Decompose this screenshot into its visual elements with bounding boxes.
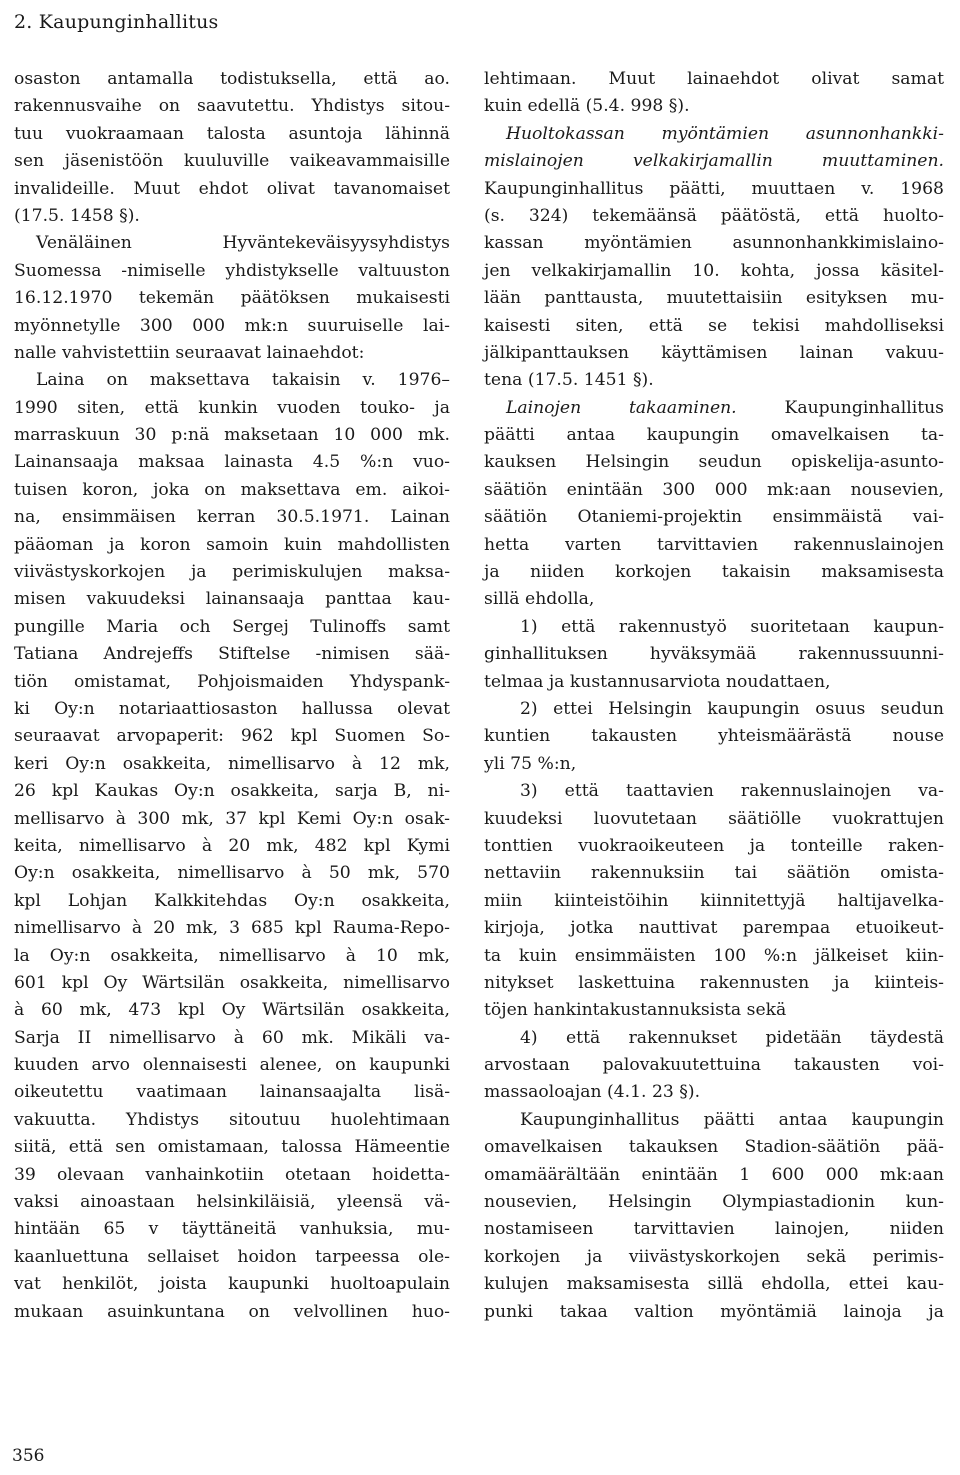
- text-line: säätiön Otaniemi-projektin ensimmäistä vai-: [484, 507, 944, 528]
- text-line: omavelkaisen takauksen Stadion-säätiön pää-: [484, 1137, 944, 1158]
- text-line: mellisarvo à 300 mk, 37 kpl Kemi Oy:n osak-: [14, 808, 450, 829]
- text-line: à 60 mk, 473 kpl Oy Wärtsilän osakkeita,: [14, 1000, 450, 1021]
- text-line: ginhallituksen hyväksymää rakennussuunni-: [484, 644, 944, 665]
- page-number: 356: [12, 1446, 45, 1466]
- text-line: 601 kpl Oy Wärtsilän osakkeita, nimellisarvo: [14, 972, 450, 993]
- left-text-column: [14, 66, 450, 1326]
- text-line: telmaa ja kustannusarviota noudattaen,: [484, 671, 831, 692]
- text-line: jen velkakirjamallin 10. kohta, jossa käsitel-: [484, 260, 944, 281]
- text-line: kuudeksi luovutetaan säätiölle vuokrattujen: [484, 808, 944, 829]
- text-line: mislainojen velkakirjamallin muuttaminen.: [484, 151, 944, 172]
- text-line: Kaupunginhallitus päätti, muuttaen v. 1968: [484, 178, 944, 199]
- text-line: kassan myöntämien asunnonhankkimislaino-: [484, 233, 944, 254]
- text-line: kuntien takausten yhteismäärästä nouse: [484, 726, 944, 747]
- text-line: kpl Lohjan Kalkkitehdas Oy:n osakkeita,: [14, 890, 450, 911]
- text-line: siitä, että sen omistamaan, talossa Hämeentie: [14, 1137, 450, 1158]
- text-line: hetta varten tarvittavien rakennuslainojen: [484, 534, 944, 555]
- text-line: Oy:n osakkeita, nimellisarvo à 50 mk, 570: [14, 863, 450, 884]
- text-line: lehtimaan. Muut lainaehdot olivat samat: [484, 69, 944, 89]
- text-line: 4) että rakennukset pidetään täydestä: [520, 1027, 944, 1048]
- text-line: jälkipanttauksen käyttämisen lainan vakuu-: [484, 342, 944, 363]
- running-head: 2. Kaupunginhallitus: [14, 11, 219, 33]
- text-line: töjen hankintakustannuksista sekä: [484, 1000, 787, 1021]
- text-line: vaksi ainoastaan helsinkiläisiä, yleensä vä-: [14, 1192, 450, 1213]
- text-line: kaanluettuna sellaiset hoidon tarpeessa ole-: [14, 1246, 450, 1267]
- text-line: ja niiden korkojen takaisin maksamisesta: [484, 562, 944, 583]
- right-text-column: [484, 66, 944, 1326]
- text-line: Tatiana Andrejeffs Stiftelse -nimisen sää-: [14, 644, 450, 665]
- text-line: omamäärältään enintään 1 600 000 mk:aan: [484, 1164, 944, 1185]
- text-line: Huoltokassan myöntämien asunnonhankki-: [506, 123, 944, 144]
- text-line: 3) että taattavien rakennuslainojen va-: [520, 781, 944, 802]
- text-line: 1) että rakennustyö suoritetaan kaupun-: [520, 616, 944, 637]
- text-line: kulujen maksamisesta sillä ehdolla, ettei kau-: [484, 1274, 944, 1295]
- text-line: tuu vuokraamaan talosta asuntoja lähinnä: [14, 123, 450, 144]
- text-line: rakennusvaihe on saavutettu. Yhdistys sitou-: [14, 96, 450, 117]
- text-line: päätti antaa kaupungin omavelkaisen ta-: [484, 425, 944, 446]
- text-line: (17.5. 1458 §).: [14, 205, 140, 226]
- text-line: kauksen Helsingin seudun opiskelija-asunto-: [484, 452, 944, 473]
- text-line: Suomessa -nimiselle yhdistykselle valtuuston: [14, 260, 450, 281]
- text-line: pääoman ja koron samoin kuin mahdollisten: [14, 534, 450, 555]
- text-line: sen jäsenistöön kuuluville vaikeavammaisille: [14, 151, 450, 172]
- text-line: kaisesti siten, että se tekisi mahdolliseksi: [484, 315, 944, 336]
- text-line: marraskuun 30 p:nä maksetaan 10 000 mk.: [14, 425, 450, 446]
- text-line: Sarja II nimellisarvo à 60 mk. Mikäli va-: [14, 1027, 450, 1048]
- text-line: keri Oy:n osakkeita, nimellisarvo à 12 mk,: [14, 753, 450, 774]
- text-line: vat henkilöt, joista kaupunki huoltoapulain: [14, 1274, 450, 1295]
- text-line: Venäläinen Hyväntekeväisyysyhdistys: [36, 233, 450, 254]
- text-line: nitykset laskettuina rakennusten ja kiinteis-: [484, 972, 944, 993]
- text-line: mukaan asuinkuntana on velvollinen huo-: [14, 1301, 450, 1322]
- text-line: Kaupunginhallitus päätti antaa kaupungin: [520, 1109, 944, 1130]
- text-line: sillä ehdolla,: [484, 589, 595, 610]
- text-line: tuisen koron, joka on maksettava em. aikoi-: [14, 479, 450, 500]
- text-line: kirjoja, jotka nauttivat parempaa etuoikeut-: [484, 918, 944, 939]
- text-line: nostamiseen tarvittavien lainojen, niiden: [484, 1219, 944, 1240]
- text-line: kuuden arvo olennaisesti alenee, on kaupunki: [14, 1055, 450, 1076]
- text-line: tonttien vuokraoikeuteen ja tonteille raken-: [484, 835, 944, 856]
- text-line: osaston antamalla todistuksella, että ao.: [14, 69, 450, 89]
- text-line: nalle vahvistettiin seuraavat lainaehdot:: [14, 342, 365, 363]
- text-line: 2) ettei Helsingin kaupungin osuus seudun: [520, 698, 944, 719]
- text-line: (s. 324) tekemäänsä päätöstä, että huolto-: [484, 205, 944, 226]
- text-line: nettaviin rakennuksiin tai säätiön omista-: [484, 863, 944, 884]
- text-line: 16.12.1970 tekemän päätöksen mukaisesti: [14, 288, 450, 309]
- text-line: 1990 siten, että kunkin vuoden touko- ja: [14, 397, 450, 418]
- text-line: na, ensimmäisen kerran 30.5.1971. Lainan: [14, 507, 450, 528]
- text-line: oikeutettu vaatimaan lainansaajalta lisä-: [14, 1082, 450, 1103]
- text-line: seuraavat arvopaperit: 962 kpl Suomen So-: [14, 726, 450, 747]
- text-line: korkojen ja viivästyskorkojen sekä perimis-: [484, 1246, 944, 1267]
- text-line: ki Oy:n notariaattiosaston hallussa olevat: [14, 698, 450, 719]
- text-line: 26 kpl Kaukas Oy:n osakkeita, sarja B, ni-: [14, 781, 450, 802]
- text-line: Lainojen takaaminen. Kaupunginhallitus: [506, 397, 944, 418]
- text-line: keita, nimellisarvo à 20 mk, 482 kpl Kymi: [14, 835, 450, 856]
- text-line: pungille Maria och Sergej Tulinoffs samt: [14, 616, 450, 637]
- text-line: lään panttausta, muutettaisiin esityksen mu-: [484, 288, 944, 309]
- text-line: massaoloajan (4.1. 23 §).: [484, 1082, 701, 1103]
- text-line: miin kiinteistöihin kiinnitettyjä haltijavelka-: [484, 890, 944, 911]
- text-line: la Oy:n osakkeita, nimellisarvo à 10 mk,: [14, 945, 450, 966]
- text-line: misen vakuudeksi lainansaaja panttaa kau-: [14, 589, 450, 610]
- text-line: viivästyskorkojen ja perimiskulujen maksa-: [14, 562, 450, 583]
- text-line: kuin edellä (5.4. 998 §).: [484, 96, 690, 117]
- text-line: hintään 65 v täyttäneitä vanhuksia, mu-: [14, 1219, 450, 1240]
- text-line: Lainansaaja maksaa lainasta 4.5 %:n vuo-: [14, 452, 450, 473]
- text-line: vakuutta. Yhdistys sitoutuu huolehtimaan: [14, 1109, 450, 1130]
- text-line: nousevien, Helsingin Olympiastadionin kun-: [484, 1192, 944, 1213]
- text-line: nimellisarvo à 20 mk, 3 685 kpl Rauma-Repo-: [14, 918, 450, 939]
- text-line: arvostaan palovakuutettuina takausten voi-: [484, 1055, 944, 1076]
- text-line: tiön omistamat, Pohjoismaiden Yhdyspank-: [14, 671, 450, 692]
- text-line: invalideille. Muut ehdot olivat tavanomaiset: [14, 178, 450, 199]
- text-line: tena (17.5. 1451 §).: [484, 370, 654, 391]
- text-line: yli 75 %:n,: [484, 753, 577, 774]
- text-line: myönnetylle 300 000 mk:n suuruiselle lai-: [14, 315, 450, 336]
- text-line: säätiön enintään 300 000 mk:aan nousevien,: [484, 479, 944, 500]
- text-line: Laina on maksettava takaisin v. 1976–: [36, 370, 450, 391]
- text-line: punki takaa valtion myöntämiä lainoja ja: [484, 1301, 944, 1322]
- text-line: ta kuin ensimmäisten 100 %:n jälkeiset kiin-: [484, 945, 944, 966]
- text-line: 39 olevaan vanhainkotiin otetaan hoidetta-: [14, 1164, 450, 1185]
